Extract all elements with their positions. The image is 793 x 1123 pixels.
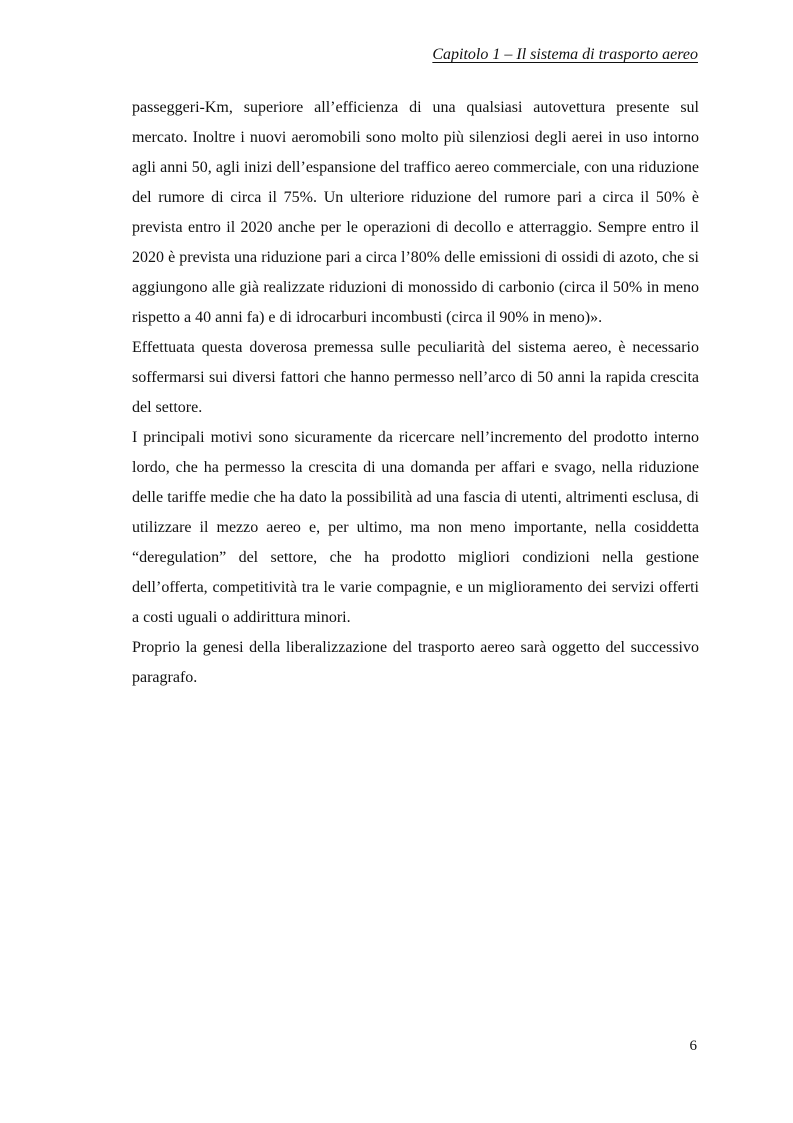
paragraph-3: I principali motivi sono sicuramente da ricercare nell’incremento del prodotto interno lordo, che ha permesso la crescita di una domanda per affari e svago, nella riduzione delle tariffe medie che ha dato la possibilità ad una fascia di utenti, altrimenti esclusa, di utilizzare il mezzo aereo e, per ultimo, ma non meno importante, nella cosiddetta “deregulation” del settore, che ha prodotto migliori condizioni nella gestione dell’offerta, competitività tra le varie compagnie, e un miglioramento dei servizi offerti a costi uguali o addirittura minori.	[132, 429, 699, 626]
paragraph-2: Effettuata questa doverosa premessa sulle peculiarità del sistema aereo, è necessario soffermarsi sui diversi fattori che hanno permesso nell’arco di 50 anni la rapida crescita del settore.	[132, 339, 699, 416]
paragraph-1: passeggeri-Km, superiore all’efficienza di una qualsiasi autovettura presente sul mercato. Inoltre i nuovi aeromobili sono molto più silenziosi degli aerei in uso intorno agli anni 50, agli inizi dell’espansione del traffico aereo commerciale, con una riduzione del rumore di circa il 75%. Un ulteriore riduzione del rumore pari a circa il 50% è prevista entro il 2020 anche per le operazioni di decollo e atterraggio. Sempre entro il 2020 è prevista una riduzione pari a circa l’80% delle emissioni di ossidi di azoto, che si aggiungono alle già realizzate riduzioni di monossido di carbonio (circa il 50% in meno rispetto a 40 anni fa) e di idrocarburi incombusti (circa il 90% in meno)».	[132, 99, 699, 326]
running-header: Capitolo 1 – Il sistema di trasporto aereo	[432, 46, 698, 63]
page-number: 6	[689, 1038, 697, 1054]
paragraph-4: Proprio la genesi della liberalizzazione del trasporto aereo sarà oggetto del successivo paragrafo.	[132, 639, 699, 686]
body-text	[132, 93, 699, 693]
